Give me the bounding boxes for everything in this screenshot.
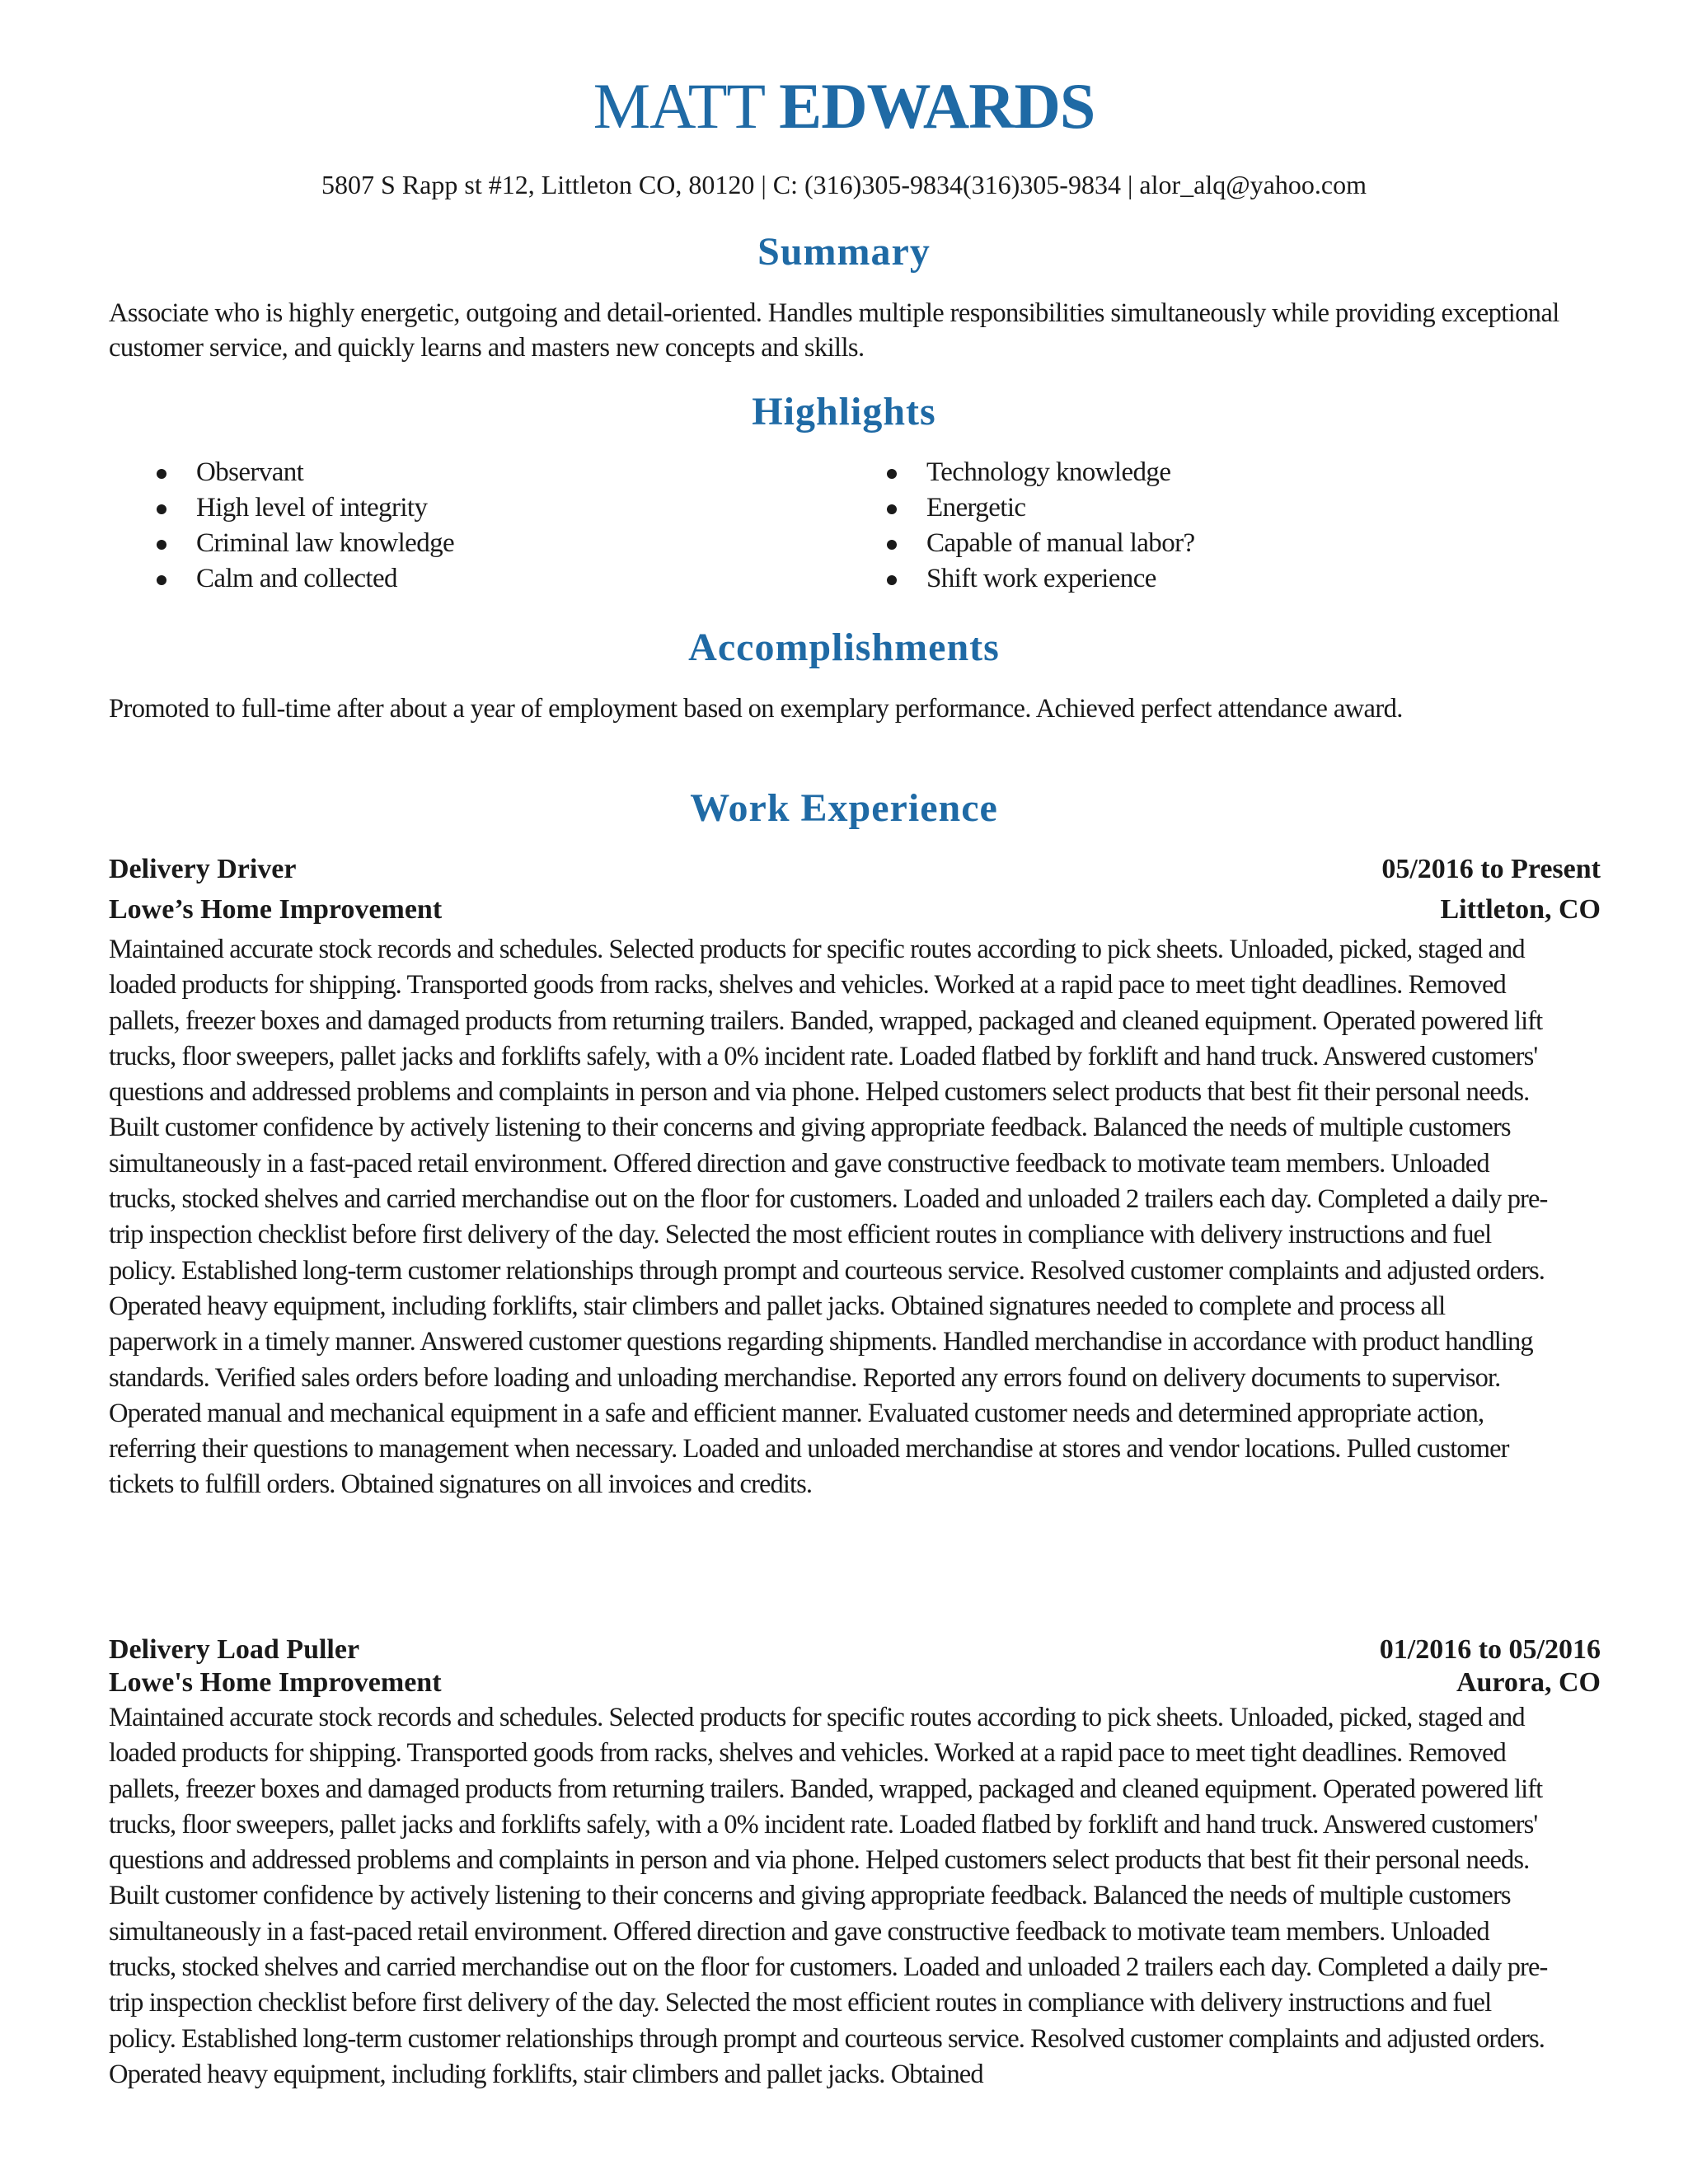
accomplishments-text: Promoted to full-time after about a year of employment based on exemplary performance. Achieved perfect attendance award. <box>109 694 1403 724</box>
contact-line: 5807 S Rapp st #12, Littleton CO, 80120 | C: (316)305-9834(316)305-9834 | alor_alq@yahoo.com <box>321 170 1367 199</box>
job-dates: 05/2016 to Present <box>1381 854 1601 884</box>
highlights-left-list <box>107 455 832 597</box>
list-item: Calm and collected <box>107 561 832 597</box>
candidate-name <box>0 69 1688 143</box>
last-name: EDWARDS <box>779 70 1095 142</box>
job-title: Delivery Load Puller <box>109 1634 360 1665</box>
job-2-company-row <box>109 1665 1601 1701</box>
job-location: Aurora, CO <box>1456 1667 1601 1698</box>
summary-text: Associate who is highly energetic, outgoing and detail-oriented. Handles multiple responsibilities simultaneously while providing exceptional customer service, and quickly learns and masters new concepts and skills. <box>109 298 1559 363</box>
list-item: High level of integrity <box>107 490 832 526</box>
list-item: Technology knowledge <box>837 455 1579 490</box>
accomplishments-heading: Accomplishments <box>688 626 1000 669</box>
summary-heading: Summary <box>757 230 931 274</box>
job-company: Lowe's Home Improvement <box>109 1667 442 1698</box>
job-1-title-row <box>109 851 1601 888</box>
job-2-title-row <box>109 1632 1601 1668</box>
job-1-description: Maintained accurate stock records and schedules. Selected products for specific routes according to pick sheets. Unloaded, picked, staged and loaded products for shipping. Transported goods from racks, shelves and vehicles. Worked at a rapid pace to meet tight deadlines. Removed pallets, freezer boxes and damaged products from returning trailers. Banded, wrapped, packaged and cleaned equipment. Operated powered lift trucks, floor sweepers, pallet jacks and forklifts safely, with a 0% incident rate. Loaded flatbed by forklift and hand truck. Answered customers' questions and addressed problems and complaints in person and via phone. Helped customers select products that best fit their personal needs. Built customer confidence by actively listening to their concerns and giving appropriate feedback. Balanced the needs of multiple customers simultaneously in a fast-paced retail environment. Offered direction and gave constructive feedback to motivate team members. Unloaded trucks, stocked shelves and carried merchandise out on the floor for customers. Loaded and unloaded 2 trailers each day. Completed a daily pre-trip inspection checklist before first delivery of the day. Selected the most efficient routes in compliance with delivery instructions and fuel policy. Established long-term customer relationships through prompt and courteous service. Resolved customer complaints and adjusted orders. Operated heavy equipment, including forklifts, stair climbers and pallet jacks. Obtained signatures needed to complete and process all paperwork in a timely manner. Answered customer questions regarding shipments. Handled merchandise in accordance with product handling standards. Verified sales orders before loading and unloading merchandise. Reported any errors found on delivery documents to supervisor. Operated manual and mechanical equipment in a safe and efficient manner. Evaluated customer needs and determined appropriate action, referring their questions to management when necessary. Loaded and unloaded merchandise at stores and vendor locations. Pulled customer tickets to fulfill orders. Obtained signatures on all invoices and credits. <box>109 935 1548 1500</box>
list-item: Criminal law knowledge <box>107 526 832 561</box>
job-company: Lowe’s Home Improvement <box>109 894 443 925</box>
job-title: Delivery Driver <box>109 854 297 884</box>
work-experience-heading: Work Experience <box>690 786 998 830</box>
list-item: Capable of manual labor? <box>837 526 1579 561</box>
list-item: Shift work experience <box>837 561 1579 597</box>
first-name: MATT <box>593 70 764 142</box>
job-1-company-row <box>109 892 1601 928</box>
list-item: Observant <box>107 455 832 490</box>
job-location: Littleton, CO <box>1440 894 1601 925</box>
list-item: Energetic <box>837 490 1579 526</box>
job-2-description: Maintained accurate stock records and schedules. Selected products for specific routes according to pick sheets. Unloaded, picked, staged and loaded products for shipping. Transported goods from racks, shelves and vehicles. Worked at a rapid pace to meet tight deadlines. Removed pallets, freezer boxes and damaged products from returning trailers. Banded, wrapped, packaged and cleaned equipment. Operated powered lift trucks, floor sweepers, pallet jacks and forklifts safely, with a 0% incident rate. Loaded flatbed by forklift and hand truck. Answered customers' questions and addressed problems and complaints in person and via phone. Helped customers select products that best fit their personal needs. Built customer confidence by actively listening to their concerns and giving appropriate feedback. Balanced the needs of multiple customers simultaneously in a fast-paced retail environment. Offered direction and gave constructive feedback to motivate team members. Unloaded trucks, stocked shelves and carried merchandise out on the floor for customers. Loaded and unloaded 2 trailers each day. Completed a daily pre-trip inspection checklist before first delivery of the day. Selected the most efficient routes in compliance with delivery instructions and fuel policy. Established long-term customer relationships through prompt and courteous service. Resolved customer complaints and adjusted orders. Operated heavy equipment, including forklifts, stair climbers and pallet jacks. Obtained <box>109 1703 1548 2089</box>
highlights-heading: Highlights <box>752 390 936 434</box>
highlights-right-list <box>837 455 1579 597</box>
job-dates: 01/2016 to 05/2016 <box>1379 1634 1601 1665</box>
